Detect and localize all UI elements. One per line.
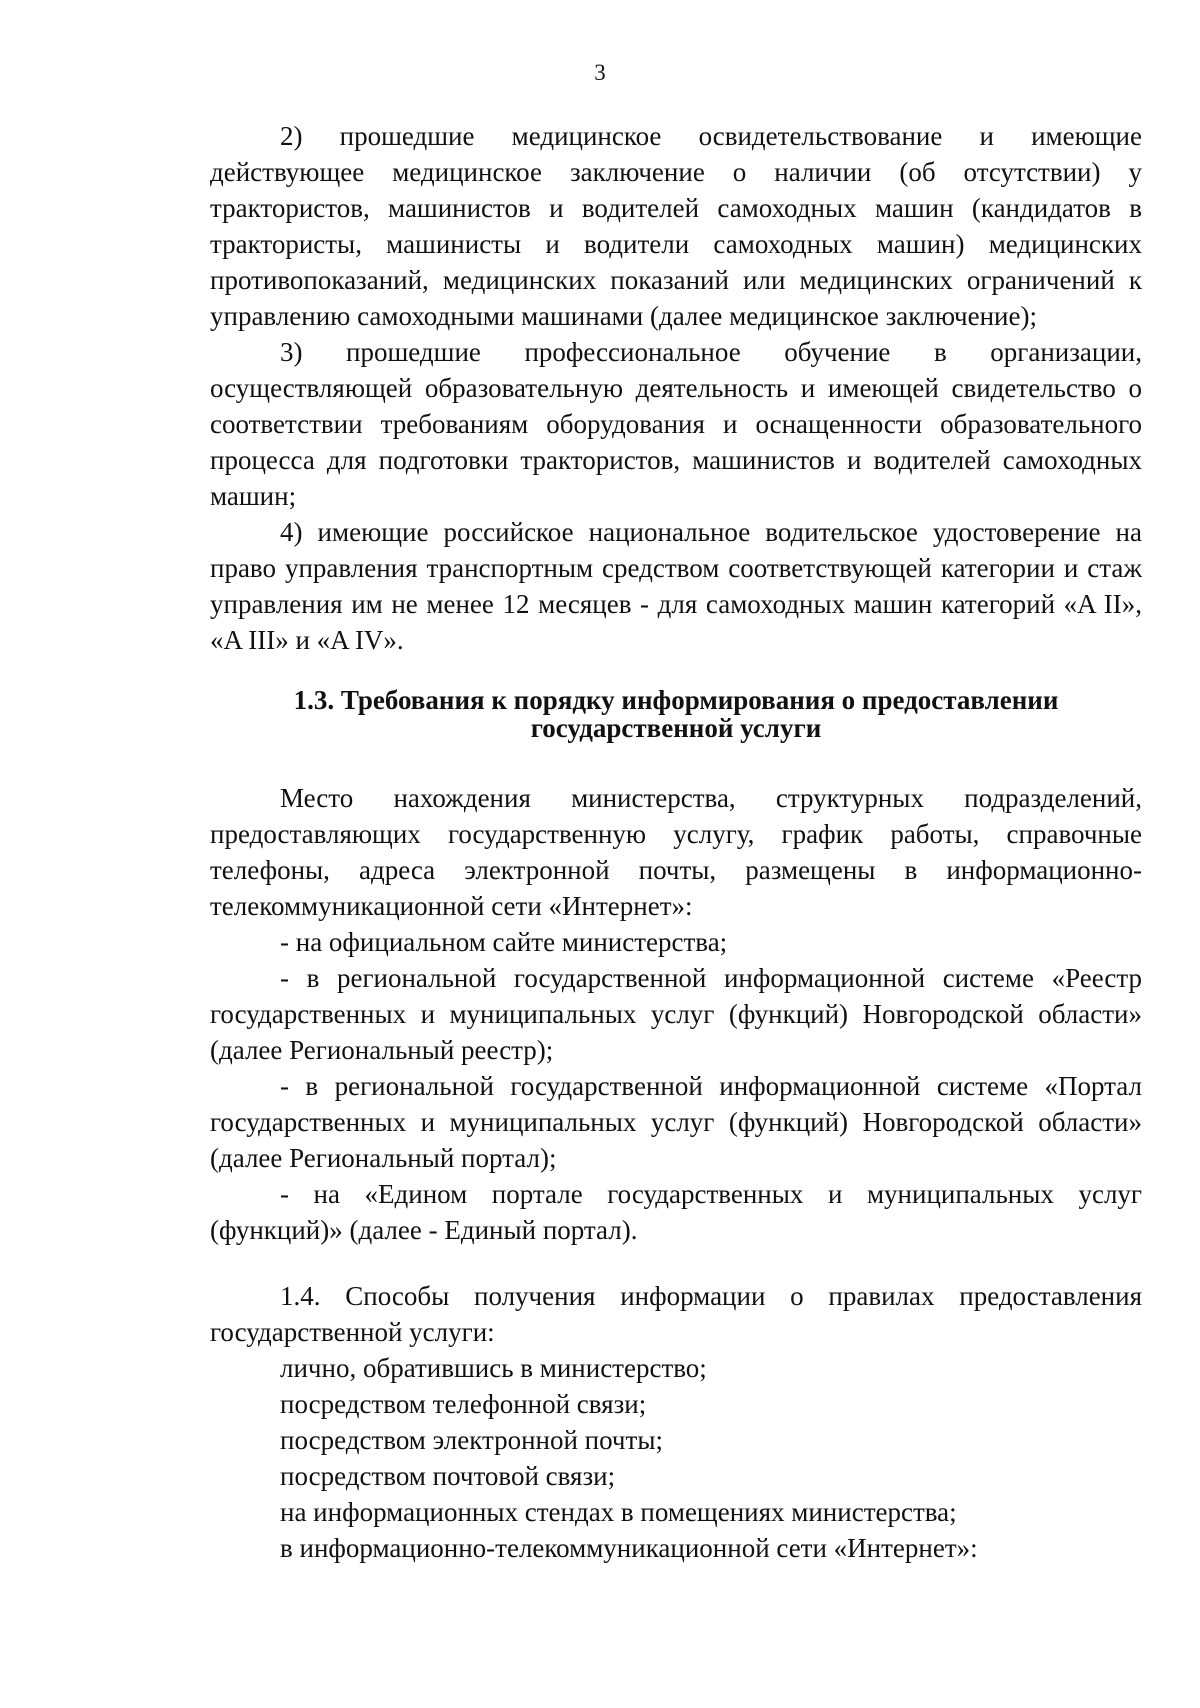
- section-heading-line-1: 1.3. Требования к порядку информирования о предоставлении: [293, 685, 1059, 715]
- regional-portal-item: - в региональной государственной информационной системе «Портал государственных и муниципальных услуг (функций) Новгородской области» (далее Региональный портал);: [210, 1071, 1142, 1173]
- requirements-list: [210, 118, 1142, 658]
- method-item: посредством электронной почты;: [280, 1425, 663, 1455]
- method-item: на информационных стендах в помещениях министерства;: [280, 1497, 957, 1527]
- information-methods: [210, 1278, 1142, 1566]
- page-number: 3: [594, 60, 606, 85]
- unified-portal-item: - на «Едином портале государственных и муниципальных услуг (функций)» (далее - Единый портал).: [210, 1179, 1142, 1245]
- requirement-item-2: 2) прошедшие медицинское освидетельствование и имеющие действующее медицинское заключение о наличии (об отсутствии) у трактористов, машинистов и водителей самоходных машин (кандидатов в трактористы, машинисты и водители самоходных машин) медицинских противопоказаний, медицинских показаний или медицинских ограничений к управлению самоходными машинами (далее медицинское заключение);: [210, 121, 1142, 331]
- method-item: лично, обратившись в министерство;: [280, 1353, 707, 1383]
- method-item: посредством телефонной связи;: [280, 1389, 647, 1419]
- information-places: [210, 780, 1142, 1248]
- requirement-item-4: 4) имеющие российское национальное водительское удостоверение на право управления транспортным средством соответствующей категории и стаж управления им не менее 12 месяцев - для самоходных машин категорий «A II», «A III» и «A IV».: [210, 517, 1142, 655]
- methods-paragraph: 1.4. Способы получения информации о правилах предоставления государственной услуги:: [210, 1281, 1142, 1347]
- official-site-item: - на официальном сайте министерства;: [280, 927, 728, 957]
- location-paragraph: Место нахождения министерства, структурных подразделений, предоставляющих государственную услугу, график работы, справочные телефоны, адреса электронной почты, размещены в информационно-телекоммуникационной сети «Интернет»:: [210, 783, 1142, 921]
- method-item: посредством почтовой связи;: [280, 1461, 616, 1491]
- requirement-item-3: 3) прошедшие профессиональное обучение в организации, осуществляющей образовательную деятельность и имеющей свидетельство о соответствии требованиям оборудования и оснащенности образовательного процесса для подготовки трактористов, машинистов и водителей самоходных машин;: [210, 337, 1142, 511]
- section-heading: [210, 686, 1142, 742]
- section-heading-line-2: государственной услуги: [530, 713, 822, 743]
- regional-registry-item: - в региональной государственной информационной системе «Реестр государственных и муниципальных услуг (функций) Новгородской области» (далее Региональный реестр);: [210, 963, 1142, 1065]
- method-item: в информационно-телекоммуникационной сети «Интернет»:: [280, 1533, 978, 1563]
